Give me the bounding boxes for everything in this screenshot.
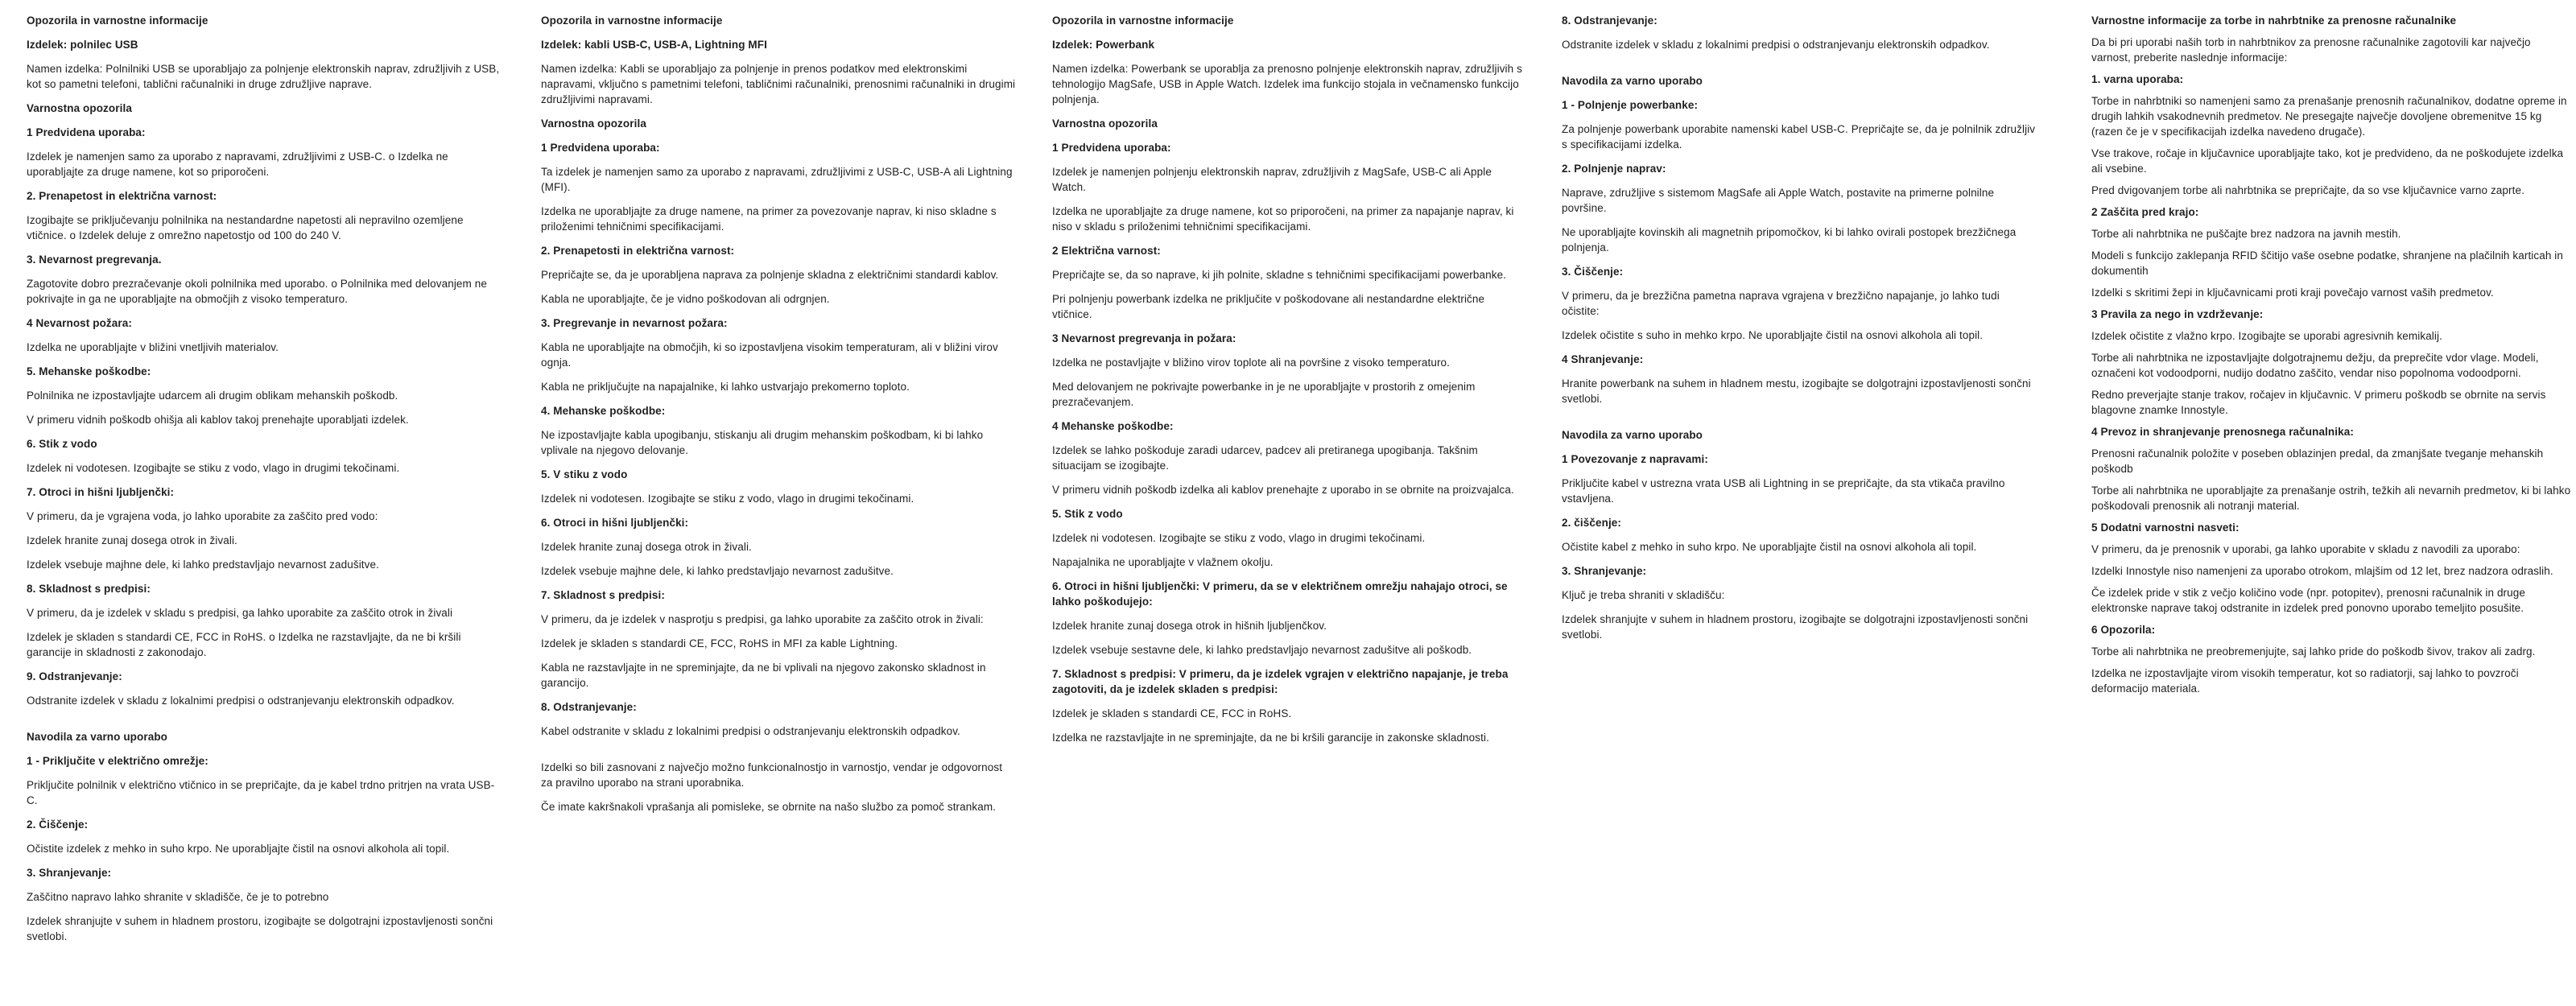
paragraph: Prepričajte se, da je uporabljena naprava za polnjenje skladna z električnimi standardi kablov.	[541, 269, 999, 281]
section-heading: 1 Povezovanje z napravami:	[1562, 453, 1708, 465]
paragraph: Polnilnika ne izpostavljajte udarcem ali drugim oblikam mehanskih poškodb.	[27, 390, 398, 402]
paragraph: Izdelek ni vodotesen. Izogibajte se stiku z vodo, vlago in drugimi tekočinami.	[27, 462, 400, 474]
section-heading: Izdelek: polnilec USB	[27, 39, 138, 51]
section-heading: 2. čiščenje:	[1562, 517, 1621, 529]
section-heading: 2. Prenapetosti in električna varnost:	[541, 245, 735, 257]
column-usb-charger-warnings	[27, 13, 502, 953]
paragraph: Izdelek se lahko poškoduje zaradi udarcev, padcev ali pretiranega upogibanja. Takšnim situacijam se izogibajte.	[1052, 444, 1478, 472]
paragraph: Izdelek shranjujte v suhem in hladnem prostoru, izogibajte se dolgotrajni izpostavljenosti sončni svetlobi.	[27, 915, 493, 942]
section-heading: 1 - Priključite v električno omrežje:	[27, 755, 208, 767]
paragraph: Pred dvigovanjem torbe ali nahrbtnika se prepričajte, da so vse ključavnice varno zaprte.	[2091, 184, 2524, 196]
section-heading: 4 Mehanske poškodbe:	[1052, 420, 1174, 432]
section-heading: 9. Odstranjevanje:	[27, 670, 122, 682]
section-heading: 3. Pregrevanje in nevarnost požara:	[541, 317, 728, 329]
paragraph: Zagotovite dobro prezračevanje okoli polnilnika med uporabo. o Polnilnika med delovanjem ne pokrivajte in ga ne uporabljajte na območjih z visoko temperaturo.	[27, 278, 487, 305]
section-heading: Varnostne informacije za torbe in nahrbtnike za prenosne računalnike	[2091, 14, 2457, 27]
section-heading: 6. Stik z vodo	[27, 438, 97, 450]
column-cables-warnings	[541, 13, 1016, 823]
section-heading: 4. Mehanske poškodbe:	[541, 405, 666, 417]
paragraph: V primeru, da je vgrajena voda, jo lahko uporabite za zaščito pred vodo:	[27, 510, 378, 522]
section-heading: 6. Otroci in hišni ljubljenčki: V primeru, da se v električnem omrežju nahajajo otroci, se lahko poškodujejo:	[1052, 580, 1508, 608]
paragraph: Torbe ali nahrbtnika ne izpostavljajte dolgotrajnemu dežju, da preprečite vdor vlage. Modeli, označeni kot vodoodporni, nudijo dodatno zaščito, vendar niso popolnoma vodoodporni.	[2091, 352, 2539, 379]
section-heading: 5. Mehanske poškodbe:	[27, 365, 151, 377]
paragraph: V primeru vidnih poškodb izdelka ali kablov prenehajte z uporabo in se obrnite na proizvajalca.	[1052, 484, 1514, 496]
section-heading: Opozorila in varnostne informacije	[1052, 14, 1234, 27]
section-heading: 8. Skladnost s predpisi:	[27, 583, 151, 595]
section-heading: Navodila za varno uporabo	[1562, 75, 1703, 87]
section-heading: 3. Shranjevanje:	[27, 867, 112, 879]
section-heading: Izdelek: Powerbank	[1052, 39, 1155, 51]
section-heading: Navodila za varno uporabo	[1562, 429, 1703, 441]
paragraph: Torbe ali nahrbtnika ne preobremenjujte, saj lahko pride do poškodb šivov, trakov ali zadrg.	[2091, 645, 2536, 658]
paragraph: Izdelek vsebuje majhne dele, ki lahko predstavljajo nevarnost zadušitve.	[541, 565, 894, 577]
section-heading: 2. Polnjenje naprav:	[1562, 163, 1666, 175]
paragraph: Izdelek hranite zunaj dosega otrok in hišnih ljubljenčkov.	[1052, 620, 1327, 632]
paragraph: Hranite powerbank na suhem in hladnem mestu, izogibajte se dolgotrajni izpostavljenosti sončni svetlobi.	[1562, 377, 2031, 405]
paragraph: Zaščitno napravo lahko shranite v skladišče, če je to potrebno	[27, 891, 329, 903]
paragraph: Izdelka ne uporabljajte za druge namene, kot so priporočeni, na primer za napajanje naprav, ki niso v skladu s priloženimi tehničnimi specifikacijami.	[1052, 205, 1514, 233]
section-heading: 8. Odstranjevanje:	[541, 701, 637, 713]
paragraph: Izdelek očistite s suho in mehko krpo. Ne uporabljajte čistil na osnovi alkohola ali topil.	[1562, 329, 1984, 341]
paragraph: Izdelek je skladen s standardi CE, FCC in RoHS. o Izdelka ne razstavljajte, da ne bi kršili garancije in skladnosti z zakonodajo.	[27, 631, 461, 658]
paragraph: Kabla ne razstavljajte in ne spreminjajte, da ne bi vplivali na njegovo zakonsko skladnost in garancijo.	[541, 662, 986, 689]
paragraph: V primeru vidnih poškodb ohišja ali kablov takoj prenehajte uporabljati izdelek.	[27, 414, 409, 426]
paragraph: Priključite kabel v ustrezna vrata USB ali Lightning in se prepričajte, da sta vtikača pravilno vstavljena.	[1562, 477, 2005, 505]
paragraph: Prenosni računalnik položite v poseben oblazinjen predal, da zmanjšate tveganje mehanskih poškodb	[2091, 447, 2544, 475]
section-heading: 7. Otroci in hišni ljubljenčki:	[27, 486, 175, 498]
paragraph: Kabla ne uporabljajte, če je vidno poškodovan ali odrgnjen.	[541, 293, 830, 305]
section-heading: Opozorila in varnostne informacije	[541, 14, 723, 27]
paragraph: Odstranite izdelek v skladu z lokalnimi predpisi o odstranjevanju elektronskih odpadkov.	[27, 695, 455, 707]
section-heading: Izdelek: kabli USB-C, USB-A, Lightning MFI	[541, 39, 767, 51]
paragraph: Izdelek hranite zunaj dosega otrok in živali.	[541, 541, 752, 553]
paragraph: Če izdelek pride v stik z večjo količino vode (npr. potopitev), prenosni računalnik in druge elektronske naprave takoj odstranite in izdelek pred ponovno uporabo temeljito posušite.	[2091, 587, 2525, 614]
paragraph: Naprave, združljive s sistemom MagSafe ali Apple Watch, postavite na primerne polnilne površine.	[1562, 187, 1995, 214]
paragraph: Izdelka ne razstavljajte in ne spreminjajte, da ne bi kršili garancije in zakonske skladnosti.	[1052, 732, 1489, 744]
section-heading: 5. V stiku z vodo	[541, 468, 628, 480]
paragraph: Izdelki so bili zasnovani z največjo možno funkcionalnostjo in varnostjo, vendar je odgovornost za pravilno uporabo na strani uporabnika.	[541, 761, 1003, 789]
paragraph: V primeru, da je izdelek v nasprotju s predpisi, ga lahko uporabite za zaščito otrok in živali:	[541, 613, 984, 625]
paragraph: Izdelek shranjujte v suhem in hladnem prostoru, izogibajte se dolgotrajni izpostavljenosti sončni svetlobi.	[1562, 613, 2029, 641]
section-heading: 8. Odstranjevanje:	[1562, 14, 1657, 27]
column-laptop-bags-safety	[2091, 13, 2571, 703]
section-heading: Varnostna opozorila	[27, 102, 132, 114]
column-powerbank-warnings	[1052, 13, 1527, 754]
paragraph: Napajalnika ne uporabljajte v vlažnem okolju.	[1052, 556, 1274, 568]
paragraph: Izdelek vsebuje majhne dele, ki lahko predstavljajo nevarnost zadušitve.	[27, 559, 379, 571]
paragraph: Torbe ali nahrbtnika ne uporabljajte za prenašanje ostrih, težkih ali nevarnih predmetov, ki bi lahko poškodovali prenosnik ali notranji material.	[2091, 484, 2571, 512]
section-heading: 3. Čiščenje:	[1562, 266, 1624, 278]
section-heading: 3. Shranjevanje:	[1562, 565, 1647, 577]
paragraph: Izdelka ne postavljajte v bližino virov toplote ali na površine z visoko temperaturo.	[1052, 357, 1450, 369]
section-heading: 6 Opozorila:	[2091, 624, 2156, 636]
section-heading: Varnostna opozorila	[541, 118, 646, 130]
section-heading: 1 - Polnjenje powerbanke:	[1562, 99, 1699, 111]
section-heading: 4 Nevarnost požara:	[27, 317, 132, 329]
paragraph: Kabla ne uporabljajte na območjih, ki so izpostavljena visokim temperaturam, ali v bližini virov ognja.	[541, 341, 998, 369]
section-heading: 4 Prevoz in shranjevanje prenosnega računalnika:	[2091, 426, 2354, 438]
section-heading: 2. Čiščenje:	[27, 818, 89, 831]
section-heading: 5. Stik z vodo	[1052, 508, 1123, 520]
paragraph: Izdelek je namenjen polnjenju elektronskih naprav, združljivih z MagSafe, USB-C ali Apple Watch.	[1052, 166, 1492, 193]
paragraph: V primeru, da je izdelek v skladu s predpisi, ga lahko uporabite za zaščito otrok in živali	[27, 607, 453, 619]
paragraph: Če imate kakršnakoli vprašanja ali pomisleke, se obrnite na našo službo za pomoč strankam.	[541, 801, 997, 813]
paragraph: V primeru, da je brezžična pametna naprava vgrajena v brezžično napajanje, jo lahko tudi očistite:	[1562, 290, 2000, 317]
paragraph: Modeli s funkcijo zaklepanja RFID ščitijo vaše osebne podatke, shranjene na plačilnih karticah in dokumentih	[2091, 249, 2564, 277]
paragraph: Za polnjenje powerbank uporabite namenski kabel USB-C. Prepričajte se, da je polnilnik združljiv s specifikacijami izdelka.	[1562, 123, 2036, 150]
paragraph: Pri polnjenju powerbank izdelka ne priključite v poškodovane ali nestandardne električne vtičnice.	[1052, 293, 1485, 320]
paragraph: Da bi pri uporabi naših torb in nahrbtnikov za prenosne računalnike zagotovili kar največjo varnost, preberite naslednje informacije:	[2091, 36, 2531, 64]
section-heading: 7. Skladnost s predpisi: V primeru, da je izdelek vgrajen v električno napajanje, je treba zagotoviti, da je izdelek skladen s predpisi:	[1052, 668, 1509, 695]
section-heading: 3. Nevarnost pregrevanja.	[27, 254, 162, 266]
paragraph: V primeru, da je prenosnik v uporabi, ga lahko uporabite v skladu z navodili za uporabo:	[2091, 543, 2520, 555]
section-heading: 7. Skladnost s predpisi:	[541, 589, 665, 601]
section-heading: 2 Zaščita pred krajo:	[2091, 206, 2199, 218]
section-heading: 3 Pravila za nego in vzdrževanje:	[2091, 308, 2264, 320]
paragraph: Prepričajte se, da so naprave, ki jih polnite, skladne s tehničnimi specifikacijami powerbanke.	[1052, 269, 1507, 281]
paragraph: Očistite izdelek z mehko in suho krpo. Ne uporabljajte čistil na osnovi alkohola ali topil.	[27, 843, 450, 855]
paragraph: Izdelka ne uporabljajte za druge namene, na primer za povezovanje naprav, ki niso skladne s priloženimi tehničnimi specifikacijami.	[541, 205, 997, 233]
paragraph: Izdelka ne izpostavljajte virom visokih temperatur, kot so radiatorji, saj lahko to povzroči deformacijo materiala.	[2091, 667, 2519, 695]
paragraph: Priključite polnilnik v električno vtičnico in se prepričajte, da je kabel trdno pritrjen na vrata USB-C.	[27, 779, 495, 806]
paragraph: Izdelek je skladen s standardi CE, FCC in RoHS.	[1052, 707, 1292, 719]
paragraph: Ne izpostavljajte kabla upogibanju, stiskanju ali drugim mehanskim poškodbam, ki bi lahko vplivale na njegovo delovanje.	[541, 429, 984, 456]
paragraph: Izdelek ni vodotesen. Izogibajte se stiku z vodo, vlago in drugimi tekočinami.	[1052, 532, 1426, 544]
paragraph: Namen izdelka: Powerbank se uporablja za prenosno polnjenje elektronskih naprav, združljivih s tehnologijo MagSafe, USB in Apple Watch. Izdelek ima funkcijo stojala in večnamensko funkcijo polnjenja.	[1052, 63, 1522, 105]
section-heading: 2. Prenapetost in električna varnost:	[27, 190, 217, 202]
paragraph: Izogibajte se priključevanju polnilnika na nestandardne napetosti ali nepravilno ozemljene vtičnice. o Izdelek deluje z omrežno napetostjo od 100 do 240 V.	[27, 214, 464, 241]
paragraph: Ta izdelek je namenjen samo za uporabo z napravami, združljivimi z USB-C, USB-A ali Lightning (MFI).	[541, 166, 1013, 193]
paragraph: Med delovanjem ne pokrivajte powerbanke in je ne uporabljajte v prostorih z omejenim prezračevanjem.	[1052, 381, 1476, 408]
paragraph: Redno preverjajte stanje trakov, ročajev in ključavnic. V primeru poškodb se obrnite na servis blagovne znamke Innostyle.	[2091, 389, 2546, 416]
paragraph: Izdelek vsebuje sestavne dele, ki lahko predstavljajo nevarnost zadušitve ali poškodb.	[1052, 644, 1472, 656]
paragraph: Ne uporabljajte kovinskih ali magnetnih pripomočkov, ki bi lahko ovirali postopek brezžičnega polnjenja.	[1562, 226, 2017, 254]
paragraph: Izdelek je namenjen samo za uporabo z napravami, združljivimi z USB-C. o Izdelka ne uporabljajte za druge namene, kot so priporočeni.	[27, 150, 448, 178]
paragraph: Namen izdelka: Kabli se uporabljajo za polnjenje in prenos podatkov med elektronskimi napravami, vključno s pametnimi telefoni, tabličnimi računalniki, prenosnimi računalniki in drugimi združljivimi napravami.	[541, 63, 1016, 105]
section-heading: Opozorila in varnostne informacije	[27, 14, 208, 27]
paragraph: Torbe ali nahrbtnika ne puščajte brez nadzora na javnih mestih.	[2091, 228, 2401, 240]
paragraph: Izdelki s skritimi žepi in ključavnicami proti kraji povečajo varnost vaših predmetov.	[2091, 287, 2494, 299]
section-heading: 6. Otroci in hišni ljubljenčki:	[541, 517, 689, 529]
section-heading: 1 Predvidena uporaba:	[1052, 142, 1171, 154]
paragraph: Namen izdelka: Polnilniki USB se uporabljajo za polnjenje elektronskih naprav, združljivih z USB, kot so pametni telefoni, tablični računalniki in druge združljive naprave.	[27, 63, 500, 90]
paragraph: Kabla ne priključujte na napajalnike, ki lahko ustvarjajo prekomerno toploto.	[541, 381, 910, 393]
section-heading: 2 Električna varnost:	[1052, 245, 1161, 257]
section-heading: Varnostna opozorila	[1052, 118, 1158, 130]
paragraph: Izdelek ni vodotesen. Izogibajte se stiku z vodo, vlago in drugimi tekočinami.	[541, 493, 914, 505]
paragraph: Izdelek hranite zunaj dosega otrok in živali.	[27, 534, 237, 546]
paragraph: Izdelek je skladen s standardi CE, FCC, RoHS in MFI za kable Lightning.	[541, 637, 898, 649]
section-heading: 3 Nevarnost pregrevanja in požara:	[1052, 332, 1236, 344]
section-heading: 1. varna uporaba:	[2091, 73, 2184, 85]
paragraph: Ključ je treba shraniti v skladišču:	[1562, 589, 1725, 601]
section-heading: 4 Shranjevanje:	[1562, 353, 1644, 365]
paragraph: Očistite kabel z mehko in suho krpo. Ne uporabljajte čistil na osnovi alkohola ali topil.	[1562, 541, 1977, 553]
paragraph: Torbe in nahrbtniki so namenjeni samo za prenašanje prenosnih računalnikov, dodatne opreme in drugih lahkih vsakodnevnih predmetov. Ne presegajte največje dovoljene obremenitve 15 kg (razen če je v specifikacijah izdelka navedeno drugače).	[2091, 95, 2567, 138]
section-heading: 1 Predvidena uporaba:	[27, 126, 146, 138]
paragraph: Izdelek očistite z vlažno krpo. Izogibajte se uporabi agresivnih kemikalij.	[2091, 330, 2442, 342]
paragraph: Odstranite izdelek v skladu z lokalnimi predpisi o odstranjevanju elektronskih odpadkov.	[1562, 39, 1990, 51]
section-heading: 1 Predvidena uporaba:	[541, 142, 660, 154]
paragraph: Vse trakove, ročaje in ključavnice uporabljajte tako, kot je predvideno, da ne poškodujete izdelka ali vsebine.	[2091, 147, 2564, 175]
paragraph: Izdelki Innostyle niso namenjeni za uporabo otrokom, mlajšim od 12 let, brez nadzora odraslih.	[2091, 565, 2553, 577]
section-heading: 5 Dodatni varnostni nasveti:	[2091, 522, 2240, 534]
column-powerbank-usage-instructions	[1562, 13, 2037, 651]
paragraph: Izdelka ne uporabljajte v bližini vnetljivih materialov.	[27, 341, 279, 353]
section-heading: Navodila za varno uporabo	[27, 731, 168, 743]
paragraph: Kabel odstranite v skladu z lokalnimi predpisi o odstranjevanju elektronskih odpadkov.	[541, 725, 960, 737]
